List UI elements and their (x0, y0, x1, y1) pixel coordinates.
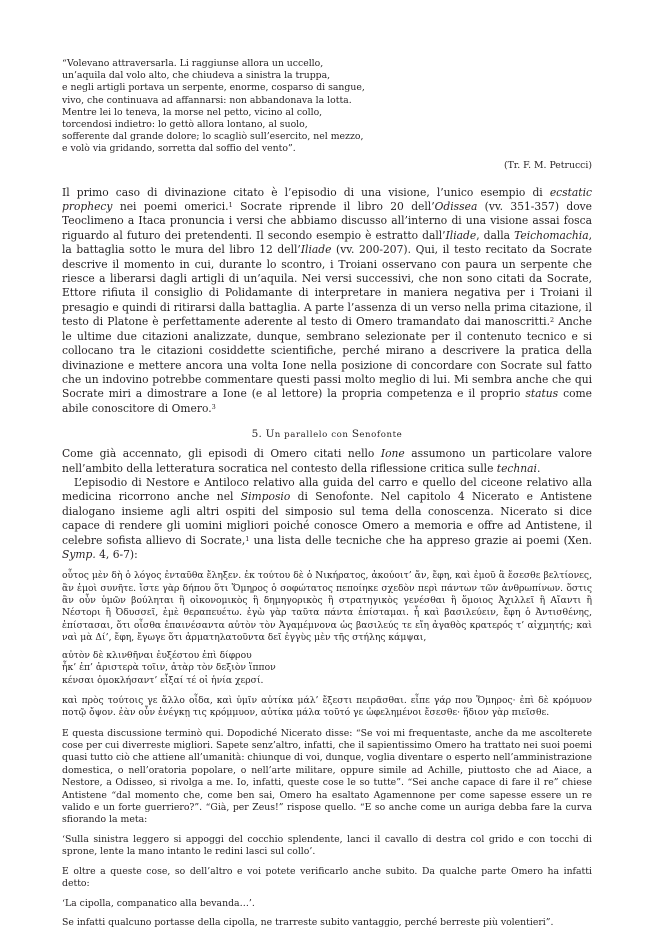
quote-line: e negli artigli portava un serpente, enorme, cosparso di sangue, (62, 82, 365, 94)
translation-verse-quote: ‘Sulla sinistra leggero si appoggi del cocchio splendente, lanci il cavallo di destra col grido e con tocchi di sprone, lente la mano intanto le redini lasci sul collo’. (62, 833, 592, 858)
footnote-ref[interactable]: 1 (228, 201, 233, 210)
footnote-ref[interactable]: 1 (245, 534, 250, 543)
quote-line: vivo, che continuava ad affannarsi: non abbandonava la lotta. (62, 94, 352, 106)
quote-line: sofferente dal grande dolore; lo scagliò sull’esercito, nel mezzo, (62, 131, 364, 143)
greek-verse-quotation (62, 650, 592, 687)
greek-verse-line: κένσαι ὁμοκλήσαντ’ εἶξαί τέ οἱ ἡνία χερσί. (62, 674, 264, 686)
quote-line: torcendosi indietro: lo gettò allora lontano, al suolo, (62, 119, 308, 131)
footnote-ref[interactable]: 2 (549, 316, 555, 325)
quote-line: “Volevano attraversarla. Li raggiunse allora un uccello, (62, 58, 324, 69)
translation-verse-quote: ‘La cipolla, companatico alla bevanda…’. (62, 897, 255, 909)
translation-credit: (Tr. F. M. Petrucci) (503, 159, 592, 171)
poem-quotation (62, 58, 592, 156)
quote-line: un’aquila dal volo alto, che chiudeva a sinistra la truppa, (62, 70, 331, 82)
quote-line: e volò via gridando, sorretta dal soffio del vento”. (62, 143, 296, 155)
italian-translation: E questa discussione terminò qui. Dopodiché Nicerato disse: “Se voi mi frequentaste, anche da me ascolterete cose per cui diverreste migliori. Sapete senz’altro, infatti, che il sapientissimo Omero ha trattato nei suoi poemi quasi tutto ciò che attiene all’umanità: chiunque di voi, dunque, voglia diventare o esperto nell’amministrazione domestica, o nell’oratoria popolare, o nell’arte militare, oppure simile ad Achille, piuttosto che ad Aiace, a Nestore, a Odisseo, si rivolga a me. Io, infatti, queste cose le so tutte”. “Sei anche capace di fare il re” chiese Antistene “dal momento che, come ben sai, Omero ha esaltato Agamennone per come sapesse essere un re valido e un forte guerriero?”. “Già, per Zeus!” rispose quello. “E so anche come un auriga debba fare la curva sfiorando la meta: (62, 727, 592, 826)
footnote-ref[interactable]: 3 (211, 402, 216, 411)
greek-verse-line: αὐτὸν δὲ κλινθῆναι ἐυξέστου ἐπὶ δίφρου (62, 650, 252, 662)
paragraph-divination: Il primo caso di divinazione citato è l’episodio di una visione, l’unico esempio di ecstatic prophecy nei poemi omerici.$^1$ Socrate riprende il libro 20 dell’Odissea (vv. 351-357) dove Teoclimeno a Itaca pronuncia i versi che abbiamo discusso all’interno di una visione assai fosca riguardo al futuro dei pretendenti. Il secondo esempio è estratto dall’Iliade, dalla Teichomachia, la battaglia sotto le mura del libro 12 dell’Iliade (vv. 200-207). Qui, il testo recitato da Socrate descrive il momento in cui, durante lo scontro, i Troiani osservano con paura un serpente che riesce a liberarsi dagli artigli di un’aquila. Nei versi successivi, che non sono citati da Socrate, Ettore rifiuta il consiglio di Polidamante di interpretare in maniera negativa per i Troiani il presagio e quindi di ritirarsi dalla battaglia. A parte l’assenza di un verso nella prima citazione, il testo di Platone è perfettamente aderente al testo di Omero tramandato dai manoscritti.$^2$ Anche le ultime due citazioni analizzate, dunque, sembrano selezionate per il contenuto tecnico e si collocano tra le citazioni cosiddette scientifiche, perché mirano a descrivere la pratica della divinazione e mettere ancora una volta Ione nella posizione di concordare con Socrate sul fatto che un indovino potrebbe commentare questi passi molto meglio di lui. Mi sembra anche che qui Socrate miri a dimostrare a Ione (e al lettore) la propria competenza e il proprio status come abile conoscitore di Omero.$^3$ (62, 185, 592, 415)
paragraph-intro: Come già accennato, gli episodi di Omero citati nello Ione assumono un particolare valore nell’ambito della letteratura socratica nel contesto della riflessione critica sulle technai. (62, 447, 593, 475)
translation-continued: E oltre a queste cose, so dell’altro e voi potete verificarlo anche subito. Da qualche parte Omero ha infatti detto: (62, 865, 592, 890)
translation-ending: Se infatti qualcuno portasse della cipolla, ne trarreste subito vantaggio, perché berreste più volentieri”. (62, 916, 554, 928)
paragraph-xenophon: L’episodio di Nestore e Antiloco relativo alla guida del carro e quello del ciceone relativo alla medicina ricorrono anche nel Simposio di Senofonte. Nel capitolo 4 Nicerato e Antistene dialogano insieme agli altri ospiti del simposio sul tema della conoscenza. Nicerato si dice capace di rendere gli uomini migliori poiché conosce Omero a memoria e offre ad Antistene, il celebre sofista allievo di Socrate,$^1$ una lista delle tecniche che ha appreso grazie ai poemi (Xen. Symp. 4, 6-7): (62, 475, 592, 561)
page-content (62, 58, 592, 929)
greek-passage: οὗτος μὲν δὴ ὁ λόγος ἐνταῦθα ἔληξεν. ἐκ τούτου δὲ ὁ Νικήρατος, ἀκούοιτ’ ἄν, ἔφη, καὶ ἐμοῦ ἃ ἔσεσθε βελτίονες, ἂν ἐμοὶ συνῆτε. ἴστε γὰρ δήπου ὅτι Ὅμηρος ὁ σοφώτατος πεποίηκε σχεδὸν περὶ πάντων τῶν ἀνθρωπίνων. ὅστις ἂν οὖν ὑμῶν βούληται ἢ οἰκονομικὸς ἢ δημηγορικὸς ἢ στρατηγικὸς γενέσθαι ἢ ὅμοιος Ἀχιλλεῖ ἢ Αἴαντι ἢ Νέστορι ἢ Ὀδυσσεῖ, ἐμὲ θεραπευέτω. ἐγὼ γὰρ ταῦτα πάντα ἐπίσταμαι. ἦ καὶ βασιλεύειν, ἔφη ὁ Ἀντισθένης, ἐπίστασαι, ὅτι οἶσθα ἐπαινέσαντα αὐτὸν τὸν Ἀγαμέμνονα ὡς βασιλεύς τε εἴη ἀγαθὸς κρατερός τ’ αἰχμητής; καὶ ναὶ μὰ Δί’, ἔφη, ἔγωγε ὅτι ἁρματηλατοῦντα δεῖ ἐγγὺς μὲν τῆς στήλης κάμψαι, (62, 570, 592, 643)
greek-passage-continued: καὶ πρὸς τούτοις γε ἄλλο οἶδα, καὶ ὑμῖν αὐτίκα μάλ’ ἔξεστι πειρᾶσθαι. εἶπε γάρ που Ὅμηρος· ἐπὶ δὲ κρόμυον ποτῷ ὄψον. ἐὰν οὖν ἐνέγκῃ τις κρόμμυον, αὐτίκα μάλα τοῦτό γε ὠφελημένοι ἔσεσθε· ἥδιον γὰρ πιεῖσθε. (62, 695, 592, 719)
section-heading: 5. Un parallelo con Senofonte (251, 428, 403, 441)
quote-line: Mentre lei lo teneva, la morse nel petto, vicino al collo, (62, 106, 323, 118)
greek-verse-line: ἦκ’ ἐπ’ ἀριστερὰ τοῖιν, ἀτὰρ τὸν δεξιὸν ἵππον (62, 662, 276, 674)
